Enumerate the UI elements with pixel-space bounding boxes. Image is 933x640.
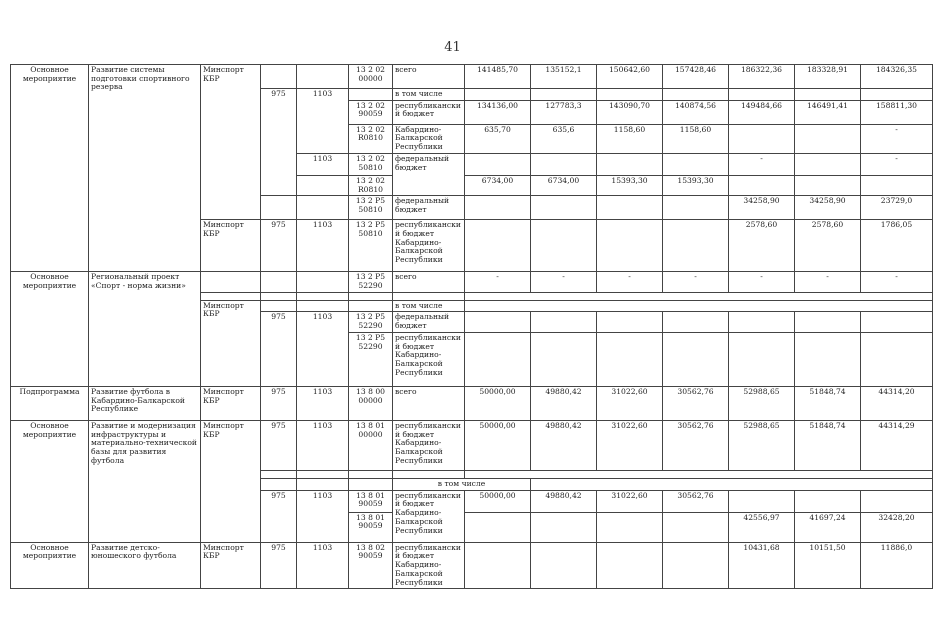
grbs-cell: [261, 470, 297, 478]
value-cell: [531, 89, 597, 101]
value-cell: 15393,30: [597, 175, 663, 195]
csr-cell: 13 8 01 90059: [349, 490, 393, 512]
csr-cell: 13 2 P5 52290: [349, 312, 393, 332]
value-cell: [531, 312, 597, 332]
value-cell: 1158,60: [597, 124, 663, 153]
value-cell: 34258,90: [795, 196, 861, 220]
rzpr-cell: 1103: [297, 542, 349, 589]
csr-cell: [349, 292, 393, 300]
rzpr-cell: 1103: [297, 220, 349, 272]
table-row: [11, 386, 933, 420]
value-cell: 143090,70: [597, 100, 663, 124]
csr-cell: [349, 89, 393, 101]
value-cell: 635,6: [531, 124, 597, 153]
value-cell: [531, 220, 597, 272]
source-cell: [393, 292, 465, 300]
grbs-cell: [261, 196, 297, 220]
value-cell: 42556,97: [729, 512, 795, 542]
value-cell: 30562,76: [663, 490, 729, 512]
value-cell: [663, 312, 729, 332]
source-cell: всего: [393, 65, 465, 89]
value-cell: 140874,56: [663, 100, 729, 124]
value-cell: 30562,76: [663, 420, 729, 470]
value-cell: -: [465, 272, 531, 292]
value-cell: [861, 175, 933, 195]
value-cell: 34258,90: [729, 196, 795, 220]
grbs-cell: 975: [261, 420, 297, 470]
rzpr-cell: [297, 470, 349, 478]
executor-cell: Минспорт КБР: [201, 65, 261, 220]
csr-cell: 13 2 P5 52290: [349, 272, 393, 292]
csr-cell: [349, 478, 393, 490]
source-cell: республиканский бюджет Кабардино-Балкарской Республики: [393, 490, 465, 542]
value-cell: [795, 312, 861, 332]
value-cell: [465, 89, 531, 101]
value-cell: 1786,05: [861, 220, 933, 272]
value-cell: 50000,00: [465, 386, 531, 420]
table-row: [11, 65, 933, 89]
value-cell: 41697,24: [795, 512, 861, 542]
value-cell: 49880,42: [531, 490, 597, 512]
rzpr-cell: 1103: [297, 490, 349, 542]
value-cell: 127783,3: [531, 100, 597, 124]
grbs-cell: 975: [261, 89, 297, 196]
source-cell: в том числе: [393, 89, 465, 101]
value-cell: 1158,60: [663, 124, 729, 153]
value-cell: 10151,50: [795, 542, 861, 589]
grbs-cell: 975: [261, 542, 297, 589]
csr-cell: 13 8 01 00000: [349, 420, 393, 470]
value-cell: [729, 490, 795, 512]
value-cell: 184326,35: [861, 65, 933, 89]
value-cell: [465, 312, 531, 332]
value-cell: [597, 220, 663, 272]
rzpr-cell: [297, 196, 349, 220]
rzpr-cell: [297, 292, 349, 300]
event-name-cell: Развитие системы подготовки спортивного резерва: [89, 65, 201, 272]
event-type-cell: Основное мероприятие: [11, 542, 89, 589]
grbs-cell: 975: [261, 386, 297, 420]
value-cell: [597, 332, 663, 386]
value-cell: [663, 332, 729, 386]
source-cell: республиканский бюджет Кабардино-Балкарской Республики: [393, 332, 465, 386]
value-cell: [663, 542, 729, 589]
value-cell: -: [663, 272, 729, 292]
csr-cell: 13 2 02 R0810: [349, 124, 393, 153]
value-cell: 6734,00: [531, 175, 597, 195]
value-cell: -: [729, 272, 795, 292]
source-cell: федеральный бюджет: [393, 153, 465, 195]
source-cell: [393, 470, 465, 478]
csr-cell: 13 2 02 00000: [349, 65, 393, 89]
executor-cell: Минспорт КБР: [201, 386, 261, 420]
value-cell: [597, 542, 663, 589]
value-cell: [795, 89, 861, 101]
value-cell: [729, 312, 795, 332]
value-cell: [861, 312, 933, 332]
value-cell: -: [795, 272, 861, 292]
grbs-cell: [261, 272, 297, 292]
value-cell: 157428,46: [663, 65, 729, 89]
value-cell: 32428,20: [861, 512, 933, 542]
table-row: [11, 272, 933, 292]
value-cell: [861, 332, 933, 386]
rzpr-cell: 1103: [297, 420, 349, 470]
grbs-cell: [261, 292, 297, 300]
value-cell: 50000,00: [465, 490, 531, 512]
csr-cell: 13 8 00 00000: [349, 386, 393, 420]
value-cell: [531, 153, 597, 175]
value-cell: 635,70: [465, 124, 531, 153]
value-cell: [795, 124, 861, 153]
event-type-cell: Основное мероприятие: [11, 65, 89, 272]
value-cell: [795, 175, 861, 195]
value-cell: [531, 196, 597, 220]
executor-cell: Минспорт КБР: [201, 220, 261, 272]
value-cell: 52988,65: [729, 386, 795, 420]
value-cell: 15393,30: [663, 175, 729, 195]
value-cell: [465, 332, 531, 386]
value-cell: 158811,30: [861, 100, 933, 124]
source-cell: республиканский бюджет Кабардино-Балкарской Республики: [393, 420, 465, 470]
grbs-cell: 975: [261, 312, 297, 386]
csr-cell: 13 8 01 90059: [349, 512, 393, 542]
grbs-cell: [261, 65, 297, 89]
value-cell: [729, 124, 795, 153]
value-cell: [531, 542, 597, 589]
executor-cell: [201, 272, 261, 292]
value-cell: [531, 512, 597, 542]
value-cell: [795, 153, 861, 175]
budget-table: [10, 64, 933, 589]
value-cell: 141485,70: [465, 65, 531, 89]
value-cell: [465, 292, 933, 300]
grbs-cell: [261, 300, 297, 312]
value-cell: [795, 332, 861, 386]
value-cell: [597, 153, 663, 175]
value-cell: 146491,41: [795, 100, 861, 124]
grbs-cell: 975: [261, 220, 297, 272]
source-cell: республиканский бюджет Кабардино-Балкарской Республики: [393, 542, 465, 589]
executor-cell: Минспорт КБР: [201, 300, 261, 386]
executor-cell: Минспорт КБР: [201, 542, 261, 589]
rzpr-cell: [297, 272, 349, 292]
csr-cell: [349, 300, 393, 312]
rzpr-cell: [297, 300, 349, 312]
value-cell: 186322,36: [729, 65, 795, 89]
csr-cell: 13 2 02 90059: [349, 100, 393, 124]
value-cell: [597, 196, 663, 220]
csr-cell: 13 2 P5 50810: [349, 196, 393, 220]
value-cell: [531, 332, 597, 386]
value-cell: [465, 153, 531, 175]
value-cell: 52988,65: [729, 420, 795, 470]
value-cell: 51848,74: [795, 420, 861, 470]
source-cell: республиканский бюджет: [393, 100, 465, 124]
value-cell: [465, 542, 531, 589]
source-cell: федеральный бюджет: [393, 312, 465, 332]
value-cell: -: [861, 153, 933, 175]
executor-cell: [201, 292, 261, 300]
value-cell: 31022,60: [597, 490, 663, 512]
csr-cell: 13 2 P5 50810: [349, 220, 393, 272]
csr-cell: [349, 470, 393, 478]
value-cell: 11886,0: [861, 542, 933, 589]
grbs-cell: [261, 478, 297, 490]
value-cell: 50000,00: [465, 420, 531, 470]
rzpr-cell: [297, 478, 349, 490]
value-cell: -: [861, 124, 933, 153]
source-cell: всего: [393, 272, 465, 292]
table-row: [11, 542, 933, 589]
csr-cell: 13 2 02 R0810: [349, 175, 393, 195]
source-cell: в том числе: [393, 300, 465, 312]
value-cell: [465, 470, 933, 478]
table-row: [11, 420, 933, 470]
value-cell: 23729,0: [861, 196, 933, 220]
rzpr-cell: 1103: [297, 153, 349, 175]
value-cell: [861, 89, 933, 101]
value-cell: [597, 512, 663, 542]
value-cell: 49880,42: [531, 420, 597, 470]
event-name-cell: Развитие детско-юношеского футбола: [89, 542, 201, 589]
value-cell: [729, 175, 795, 195]
value-cell: -: [861, 272, 933, 292]
value-cell: -: [729, 153, 795, 175]
value-cell: 49880,42: [531, 386, 597, 420]
event-name-cell: Развитие и модернизация инфраструктуры и материально-технической базы для развития футбола: [89, 420, 201, 542]
value-cell: 10431,68: [729, 542, 795, 589]
value-cell: [663, 153, 729, 175]
csr-cell: 13 8 02 90059: [349, 542, 393, 589]
value-cell: 31022,60: [597, 420, 663, 470]
event-name-cell: Региональный проект «Спорт - норма жизни»: [89, 272, 201, 387]
page-number: 41: [444, 40, 461, 55]
value-cell: [663, 196, 729, 220]
value-cell: [861, 490, 933, 512]
csr-cell: 13 2 02 50810: [349, 153, 393, 175]
value-cell: -: [597, 272, 663, 292]
executor-cell: Минспорт КБР: [201, 420, 261, 542]
source-cell: всего: [393, 386, 465, 420]
value-cell: [465, 300, 933, 312]
value-cell: [465, 512, 531, 542]
value-cell: 30562,76: [663, 386, 729, 420]
value-cell: [729, 89, 795, 101]
event-type-cell: Основное мероприятие: [11, 272, 89, 387]
rzpr-cell: [297, 65, 349, 89]
value-cell: 44314,20: [861, 386, 933, 420]
grbs-cell: 975: [261, 490, 297, 542]
csr-cell: 13 2 P5 52290: [349, 332, 393, 386]
rzpr-cell: 1103: [297, 386, 349, 420]
value-cell: 2578,60: [729, 220, 795, 272]
value-cell: 31022,60: [597, 386, 663, 420]
value-cell: 150642,60: [597, 65, 663, 89]
value-cell: 135152,1: [531, 65, 597, 89]
value-cell: [663, 512, 729, 542]
value-cell: 2578,60: [795, 220, 861, 272]
value-cell: 51848,74: [795, 386, 861, 420]
value-cell: 149484,66: [729, 100, 795, 124]
value-cell: [597, 312, 663, 332]
value-cell: [465, 196, 531, 220]
value-cell: 44314,29: [861, 420, 933, 470]
event-type-cell: Основное мероприятие: [11, 420, 89, 542]
source-cell: федеральный бюджет: [393, 196, 465, 220]
value-cell: [663, 220, 729, 272]
event-name-cell: Развитие футбола в Кабардино-Балкарской Республике: [89, 386, 201, 420]
rzpr-cell: [297, 175, 349, 195]
rzpr-cell: 1103: [297, 89, 349, 154]
value-cell: 134136,00: [465, 100, 531, 124]
value-cell: [465, 220, 531, 272]
value-cell: [729, 332, 795, 386]
source-cell: республиканский бюджет Кабардино-Балкарской Республики: [393, 220, 465, 272]
source-cell: Кабардино-Балкарской Республики: [393, 124, 465, 153]
value-cell: [531, 478, 933, 490]
incl-cell: в том числе: [393, 478, 531, 490]
value-cell: 183328,91: [795, 65, 861, 89]
value-cell: [597, 89, 663, 101]
rzpr-cell: 1103: [297, 312, 349, 386]
value-cell: [663, 89, 729, 101]
value-cell: 6734,00: [465, 175, 531, 195]
event-type-cell: Подпрограмма: [11, 386, 89, 420]
value-cell: [795, 490, 861, 512]
value-cell: -: [531, 272, 597, 292]
